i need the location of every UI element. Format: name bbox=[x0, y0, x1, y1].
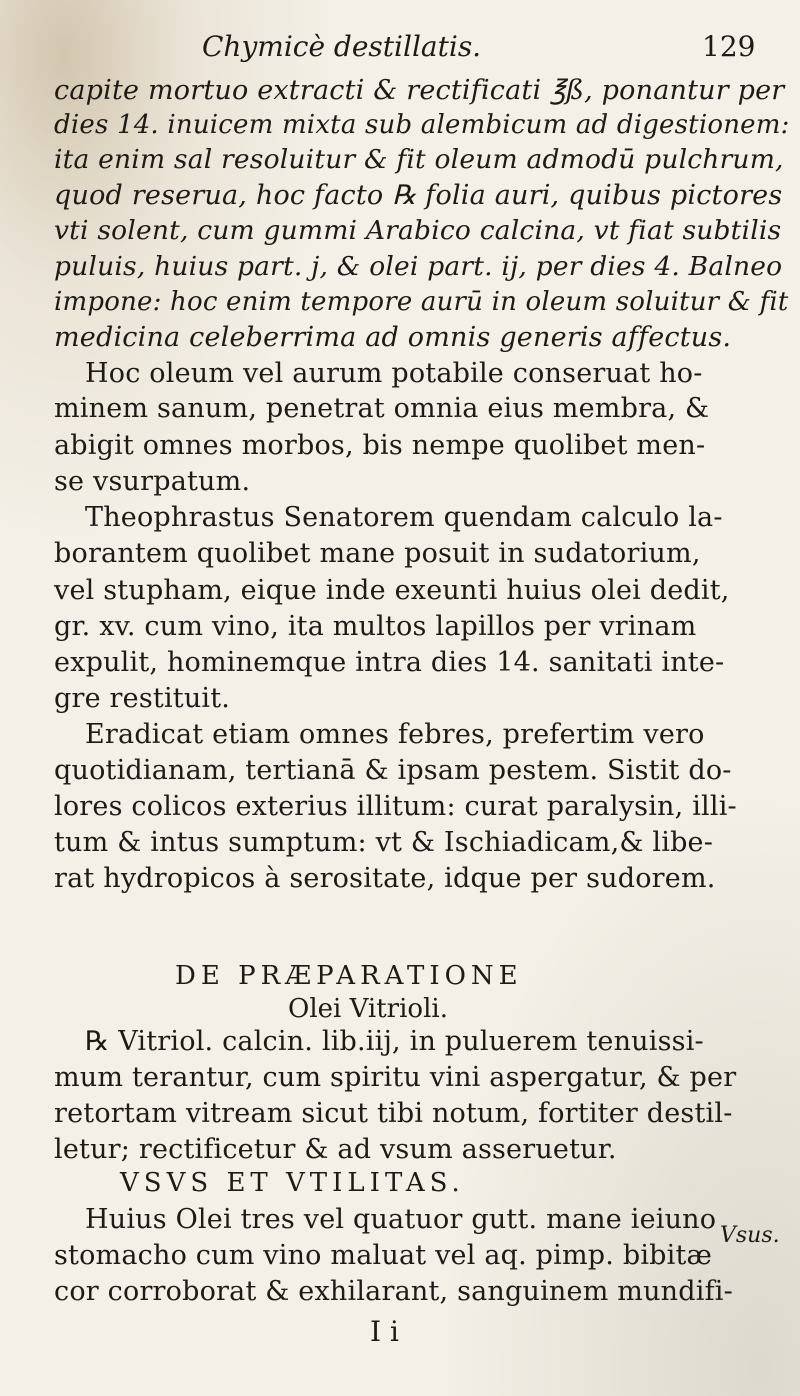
text-line: cor corroborat & exhilarant, sanguinem mundifi- bbox=[54, 1276, 733, 1307]
text-line: tum & intus sumptum: vt & Ischiadicam,& libe- bbox=[54, 827, 714, 858]
text-line: gr. xv. cum vino, ita multos lapillos per vrinam bbox=[54, 611, 697, 642]
text-line: mum terantur, cum spiritu vini aspergatur, & per bbox=[54, 1062, 737, 1093]
page-number: 129 bbox=[702, 30, 756, 63]
text-line: stomacho cum vino maluat vel aq. pimp. bibitæ bbox=[54, 1240, 713, 1271]
text-line: vel stupham, eique inde exeunti huius olei dedit, bbox=[54, 575, 730, 606]
margin-note: Vsus. bbox=[720, 1223, 780, 1248]
text-line: capite mortuo extracti & rectificati ℥ß, ponantur per bbox=[54, 75, 785, 106]
text-line: dies 14. inuicem mixta sub alembicum ad digestionem: bbox=[54, 110, 790, 140]
text-line: gre restituit. bbox=[54, 683, 231, 714]
text-line: abigit omnes morbos, bis nempe quolibet men- bbox=[54, 430, 706, 461]
text-line: medicina celeberrima ad omnis generis affectus. bbox=[54, 322, 732, 353]
text-line: lores colicos exterius illitum: curat paralysin, illi- bbox=[54, 791, 737, 822]
text-line: minem sanum, penetrat omnia eius membra, & bbox=[54, 393, 710, 424]
section-subheading: Olei Vitrioli. bbox=[288, 994, 448, 1024]
usus-heading: VSVS ET VTILITAS. bbox=[120, 1168, 465, 1198]
text-line: vti solent, cum gummi Arabico calcina, vt fiat subtilis bbox=[54, 215, 782, 246]
text-line: letur; rectificetur & ad vsum asseruetur. bbox=[54, 1134, 617, 1165]
text-line: retortam vitream sicut tibi notum, fortiter destil- bbox=[54, 1098, 733, 1129]
text-line: Huius Olei tres vel quatuor gutt. mane ieiuno bbox=[85, 1204, 717, 1235]
text-line: borantem quolibet mane posuit in sudatorium, bbox=[54, 538, 701, 569]
text-line: rat hydropicos à serositate, idque per sudorem. bbox=[54, 863, 716, 894]
section-heading: DE PRÆPARATIONE bbox=[175, 961, 523, 991]
text-line: impone: hoc enim tempore aurū in oleum soluitur & fit bbox=[54, 287, 789, 317]
text-line: se vsurpatum. bbox=[54, 466, 251, 497]
signature-mark: I i bbox=[370, 1315, 399, 1348]
text-line: ita enim sal resoluitur & fit oleum admodū pulchrum, bbox=[54, 144, 784, 175]
text-line: quotidianam, tertianā & ipsam pestem. Sistit do- bbox=[54, 755, 732, 786]
text-line: Theophrastus Senatorem quendam calculo la- bbox=[85, 502, 723, 533]
text-line: puluis, huius part. j, & olei part. ij, per dies 4. Balneo bbox=[54, 251, 783, 282]
text-line: Hoc oleum vel aurum potabile conseruat ho- bbox=[85, 358, 703, 389]
text-line: quod reserua, hoc facto ℞ folia auri, quibus pictores bbox=[54, 180, 783, 211]
text-line: expulit, hominemque intra dies 14. sanitati inte- bbox=[54, 647, 725, 678]
text-line: ℞ Vitriol. calcin. lib.iij, in puluerem tenuissi- bbox=[85, 1026, 704, 1057]
running-title: Chymicè destillatis. bbox=[202, 30, 482, 63]
text-line: Eradicat etiam omnes febres, prefertim vero bbox=[85, 719, 705, 750]
